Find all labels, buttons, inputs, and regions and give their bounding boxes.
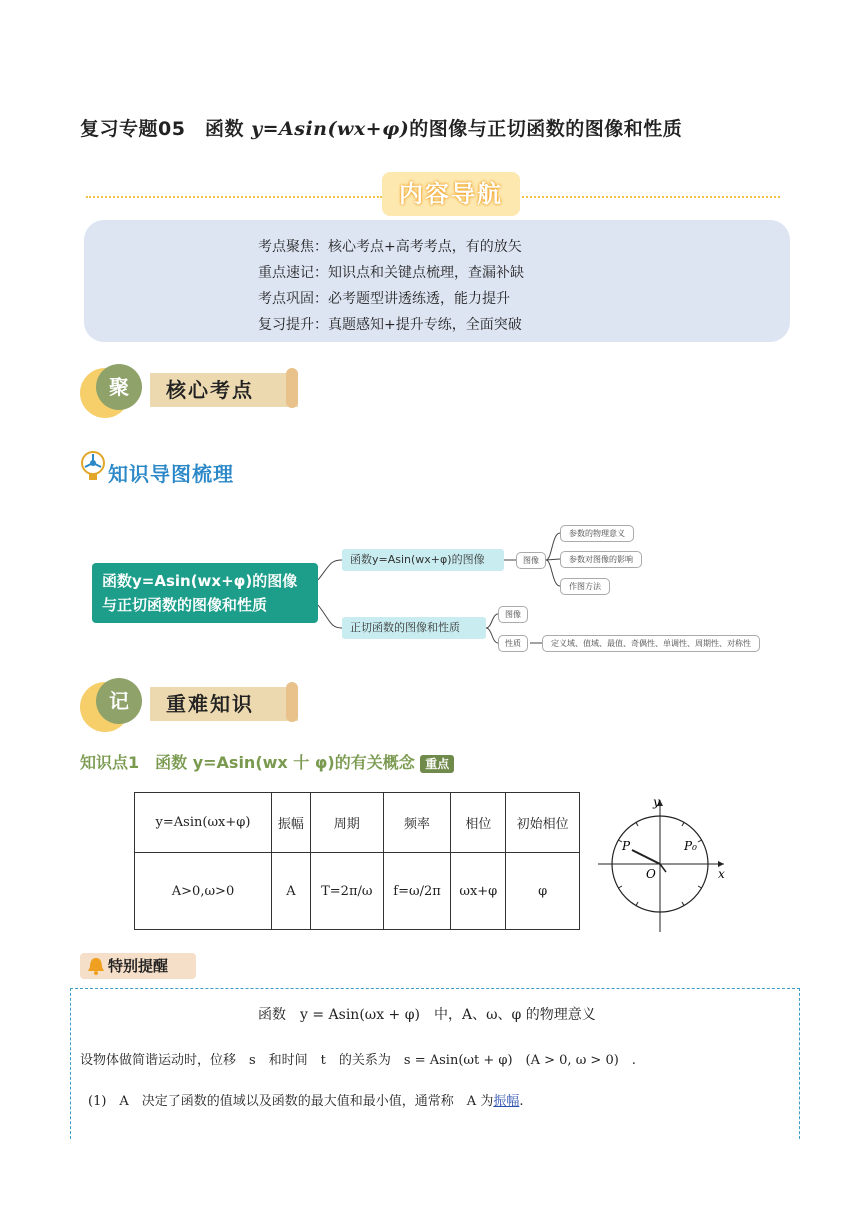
- axis-label-y: y: [653, 795, 660, 809]
- mindmap-sub: 图像: [498, 606, 528, 623]
- section-badge: 聚: [96, 364, 142, 410]
- reminder-line: 函数 y = Asin(ωx + φ) 中，A、ω、φ 的物理意义: [258, 1007, 596, 1023]
- page-title: 复习专题05 函数 y=Asin(wx+φ)的图像与正切函数的图像和性质: [80, 118, 683, 140]
- mindmap-branch: 正切函数的图像和性质: [342, 617, 486, 639]
- section-badge: 记: [96, 678, 142, 724]
- mindmap-leaf: 参数对图像的影响: [560, 551, 642, 568]
- mindmap-branch: 函数y=Asin(wx+φ)的图像: [342, 549, 504, 571]
- table-cell: ωx+φ: [451, 853, 506, 930]
- bell-icon: [86, 956, 106, 976]
- knowledge-title: 知识点1 函数 y=Asin(wx 十 φ)的有关概念 重点: [80, 750, 454, 773]
- table-header: 相位: [451, 793, 506, 853]
- table-header: 初始相位: [506, 793, 580, 853]
- reminder-line: 设物体做简谐运动时，位移 s 和时间 t 的关系为 s = Asin(ωt + φ) (A > 0, ω > 0) .: [80, 1053, 636, 1068]
- mindmap-root: 函数y=Asin(wx+φ)的图像与正切函数的图像和性质: [92, 563, 318, 623]
- mindmap-title: 知识导图梳理: [108, 462, 234, 486]
- mindmap-sub: 图像: [516, 552, 546, 569]
- mindmap-leaf: 定义域、值域、最值、奇偶性、单调性、周期性、对称性: [542, 635, 760, 652]
- table-cell: A: [272, 853, 311, 930]
- table-cell: A>0,ω>0: [135, 853, 272, 930]
- table-header: 振幅: [272, 793, 311, 853]
- concept-table: [134, 792, 580, 930]
- table-cell: φ: [506, 853, 580, 930]
- amplitude-term: 振幅: [493, 1094, 520, 1109]
- section-label: 核心考点: [150, 373, 298, 407]
- mindmap-leaf: 作图方法: [560, 578, 610, 595]
- nav-item: 重点速记：知识点和关键点梳理，查漏补缺: [258, 265, 524, 281]
- table-cell: f=ω/2π: [383, 853, 451, 930]
- table-header: y=Asin(ωx+φ): [135, 793, 272, 853]
- table-cell: T=2π/ω: [310, 853, 383, 930]
- table-header: 周期: [310, 793, 383, 853]
- mindmap-sub: 性质: [498, 635, 528, 652]
- reminder-line: (1) A 决定了函数的值域以及函数的最大值和最小值，通常称 A 为振幅.: [88, 1094, 524, 1109]
- axis-label-x: x: [718, 867, 725, 881]
- scroll-decoration: [286, 682, 298, 722]
- reminder-title: 特别提醒: [80, 953, 196, 979]
- nav-title: 内容导航: [382, 172, 520, 216]
- table-header: 频率: [383, 793, 451, 853]
- point-p0-label: P₀: [684, 839, 697, 853]
- mindmap-leaf: 参数的物理意义: [560, 525, 634, 542]
- unit-circle-diagram: [594, 792, 734, 934]
- section-label: 重难知识: [150, 687, 298, 721]
- nav-item: 考点巩固：必考题型讲透练透，能力提升: [258, 291, 510, 307]
- key-point-tag: 重点: [420, 755, 454, 773]
- point-p-label: P: [622, 839, 631, 853]
- origin-label: O: [646, 867, 656, 881]
- nav-item: 考点聚焦：核心考点+高考考点，有的放矢: [258, 239, 522, 255]
- nav-item: 复习提升：真题感知+提升专练，全面突破: [258, 317, 522, 333]
